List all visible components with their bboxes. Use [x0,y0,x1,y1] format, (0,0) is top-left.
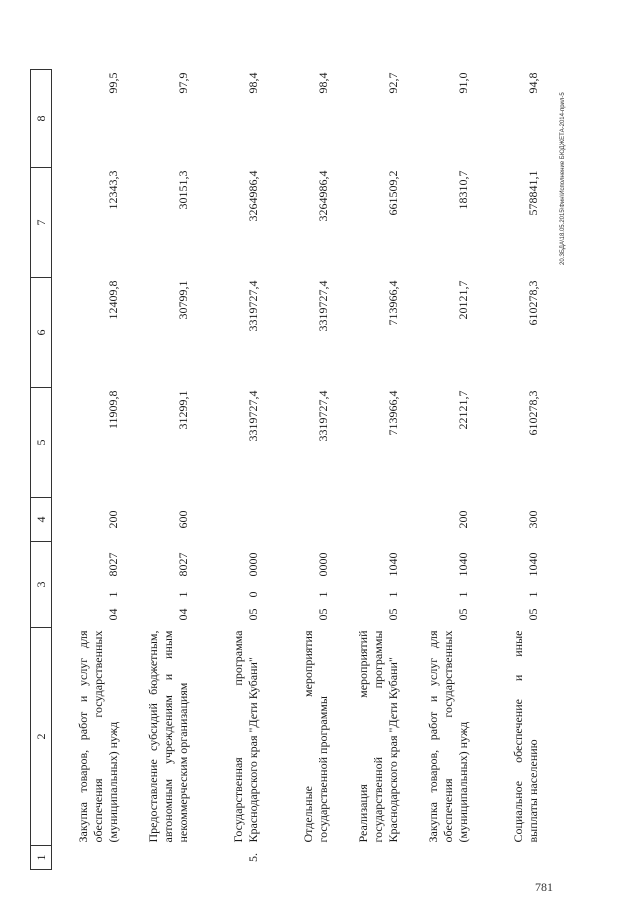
row-index [122,846,192,870]
value-col7: 3264986,4 [316,170,330,222]
code-2: 1 [316,591,330,598]
table-row [472,69,542,869]
expense-type [262,497,332,541]
code-1: 05 [246,608,260,621]
code-2: 1 [526,591,540,598]
code-3: 8027 [176,552,190,577]
value-col7: 578841,1 [526,170,540,216]
row-index [332,846,402,870]
row-description: Предоставление субсидий бюджетным, автономным учреждениям и иным некоммерческим организациям [146,630,190,843]
code-3: 1040 [526,552,540,577]
header-cell: 7 [31,167,52,277]
header-cell: 2 [31,628,52,846]
table-row [192,69,262,869]
value-col5: 11909,8 [106,390,120,430]
header-cell: 4 [31,497,52,541]
value-col6: 610278,3 [526,280,540,326]
table-row [332,69,402,869]
row-description: Реализация мероприятий государственной программы Краснодарского края "Дети Кубани" [356,630,400,843]
value-col5: 713966,4 [386,390,400,436]
code-2: 1 [456,591,470,598]
row-description: Отдельные мероприятия государственной программы [301,630,330,843]
value-col6: 12409,8 [106,280,120,320]
row-index [262,846,332,870]
value-col7: 12343,3 [106,170,120,210]
row-description: Государственная программа Краснодарского края "Дети Кубани" [231,630,260,843]
footer-path: 20.ЗБДА\18.05.2015\Фин\Исполнение БЮДЖЕТА-2014-прил-5 [560,92,566,265]
value-col8: 94,8 [526,72,540,94]
code-1: 04 [176,608,190,621]
code-3: 0000 [246,552,260,577]
expense-type: 200 [456,510,470,529]
code-2: 1 [386,591,400,598]
row-index [472,846,542,870]
value-col8: 92,7 [386,72,400,94]
value-col5: 31299,1 [176,390,190,430]
header-cell: 6 [31,277,52,387]
value-col6: 20121,7 [456,280,470,320]
value-col8: 97,9 [176,72,190,94]
code-1: 05 [456,608,470,621]
code-1: 05 [316,608,330,621]
code-2: 1 [106,591,120,598]
code-3: 1040 [386,552,400,577]
value-col8: 98,4 [316,72,330,94]
table-row [402,69,472,869]
code-2: 1 [176,591,190,598]
code-3: 0000 [316,552,330,577]
row-index [52,846,123,870]
value-col6: 3319727,4 [246,280,260,332]
budget-table [30,69,542,870]
value-col5: 3319727,4 [246,390,260,442]
header-cell: 3 [31,541,52,627]
row-description: Социальное обеспечение и иные выплаты населению [511,630,540,843]
value-col7: 3264986,4 [246,170,260,222]
table-row [122,69,192,869]
row-index [402,846,472,870]
value-col6: 3319727,4 [316,280,330,332]
expense-type: 300 [526,510,540,529]
row-description: Закупка товаров, работ и услуг для обеспечения государственных (муниципальных) нужд [76,630,120,843]
expense-type [332,497,402,541]
code-1: 04 [106,608,120,621]
code-3: 1040 [456,552,470,577]
code-1: 05 [386,608,400,621]
expense-type: 200 [106,510,120,529]
table-row [52,69,123,869]
expense-type [192,497,262,541]
row-description: Закупка товаров, работ и услуг для обеспечения государственных (муниципальных) нужд [426,630,470,843]
row-index: 5. [246,853,260,862]
value-col7: 661509,2 [386,170,400,216]
page-number: 781 [535,880,553,894]
table-row [262,69,332,869]
code-2: 0 [246,591,260,598]
value-col6: 713966,4 [386,280,400,326]
value-col7: 18310,7 [456,170,470,210]
code-3: 8027 [106,552,120,577]
header-cell: 8 [31,69,52,167]
code-1: 05 [526,608,540,621]
value-col6: 30799,1 [176,280,190,320]
value-col5: 22121,7 [456,390,470,430]
header-row [31,69,52,869]
expense-type: 600 [176,510,190,529]
value-col5: 3319727,4 [316,390,330,442]
value-col8: 98,4 [246,72,260,94]
value-col8: 99,5 [106,72,120,94]
value-col8: 91,0 [456,72,470,94]
header-cell: 5 [31,387,52,497]
header-cell: 1 [31,846,52,870]
value-col5: 610278,3 [526,390,540,436]
value-col7: 30151,3 [176,170,190,210]
